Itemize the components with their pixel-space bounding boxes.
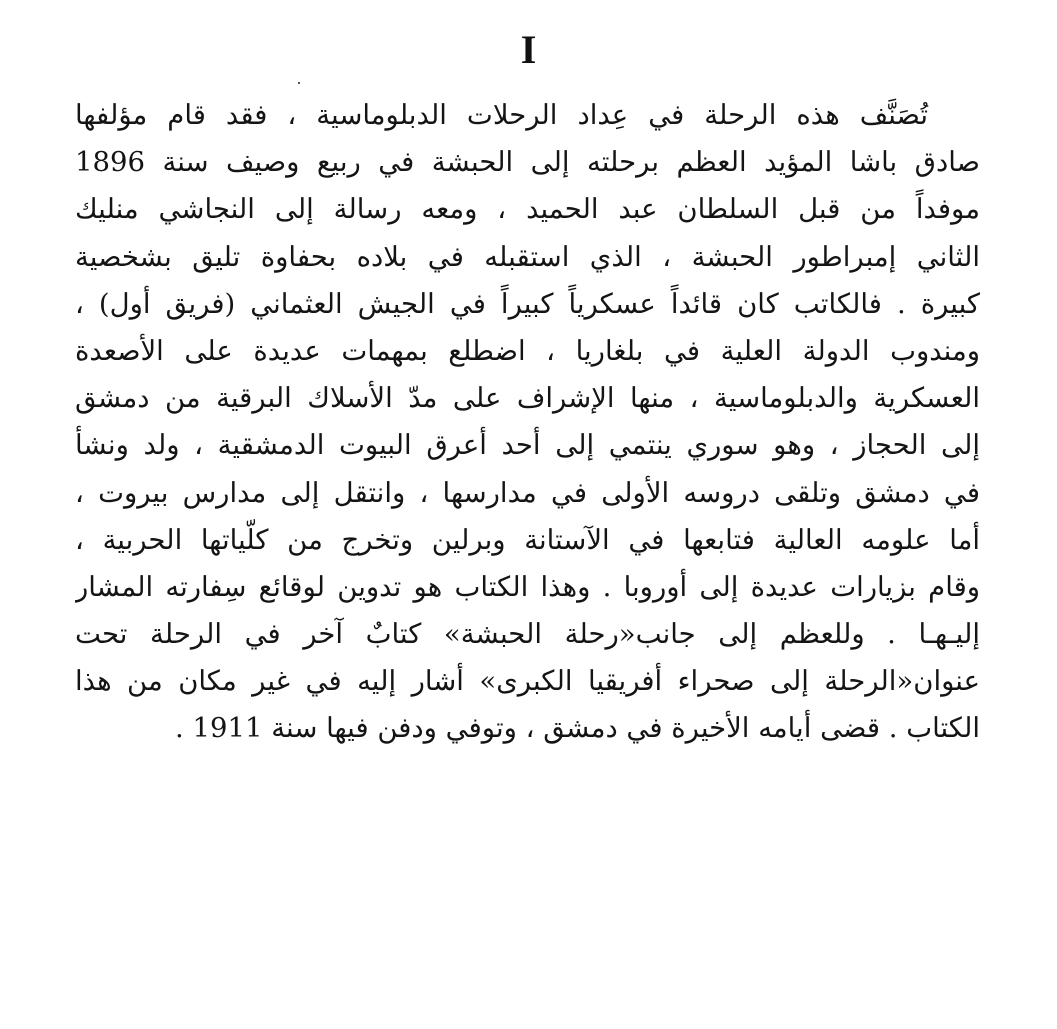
print-speck [298, 82, 300, 84]
paragraph-line: عنوان«الرحلة إلى صحراء أفريقيا الكبرى» أشار إليه في غير مكان من هذا [75, 665, 980, 698]
paragraph-line: موفداً من قبل السلطان عبد الحميد ، ومعه رسالة إلى النجاشي منليك [75, 193, 980, 226]
paragraph-line: إلى الحجاز ، وهو سوري ينتمي إلى أحد أعرق البيوت الدمشقية ، ولد ونشأ [75, 429, 980, 462]
body-paragraph [75, 92, 980, 753]
paragraph-line: في دمشق وتلقى دروسه الأولى في مدارسها ، وانتقل إلى مدارس بيروت ، [75, 476, 980, 509]
paragraph-line: إليـهـا . وللعظم إلى جانب«رحلة الحبشة» كتابٌ آخر في الرحلة تحت [75, 618, 980, 651]
paragraph-line: صادق باشا المؤيد العظم برحلته إلى الحبشة في ربيع وصيف سنة 1896 [75, 146, 980, 179]
paragraph-line: وقام بزيارات عديدة إلى أوروبا . وهذا الكتاب هو تدوين لوقائع سِفارته المشار [75, 570, 980, 603]
section-heading: I [520, 27, 537, 72]
paragraph-line: الكتاب . قضى أيامه الأخيرة في دمشق ، وتوفي ودفن فيها سنة 1911 . [175, 712, 980, 745]
paragraph-line: الثاني إمبراطور الحبشة ، الذي استقبله في بلاده بحفاوة تليق بشخصية [75, 240, 980, 273]
paragraph-line: أما علومه العالية فتابعها في الآستانة وبرلين وتخرج من كلّياتها الحربية ، [75, 523, 980, 556]
paragraph-line: العسكرية والدبلوماسية ، منها الإشراف على مدّ الأسلاك البرقية من دمشق [75, 382, 980, 415]
paragraph-line: كبيرة . فالكاتب كان قائداً عسكرياً كبيراً في الجيش العثماني (فريق أول) ، [75, 287, 980, 320]
paragraph-line: تُصَنَّف هذه الرحلة في عِداد الرحلات الدبلوماسية ، فقد قام مؤلفها [75, 99, 928, 131]
paragraph-line: ومندوب الدولة العلية في بلغاريا ، اضطلع بمهمات عديدة على الأصعدة [75, 334, 980, 367]
